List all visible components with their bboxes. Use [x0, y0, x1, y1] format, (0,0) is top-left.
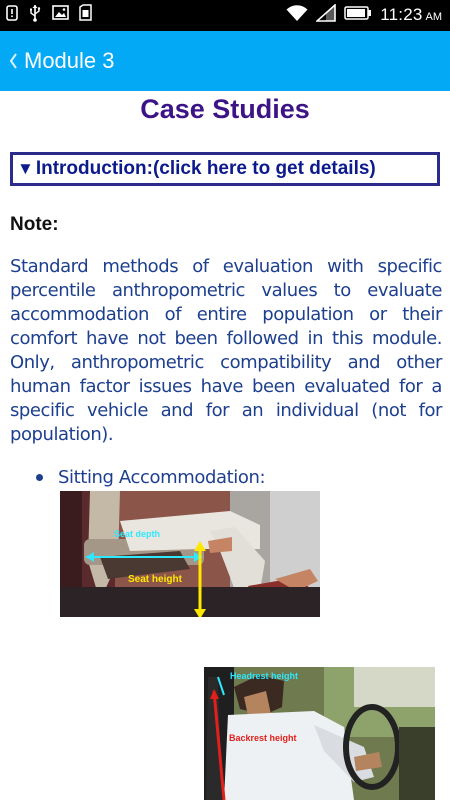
image-icon [52, 5, 69, 25]
wifi-icon [286, 4, 308, 27]
status-ampm: AM [425, 11, 442, 23]
status-bar [0, 0, 450, 31]
signal-icon [316, 4, 336, 27]
sitting-accommodation-photo [60, 491, 320, 617]
headrest-height-label: Headrest height [230, 671, 299, 681]
chevron-left-icon[interactable] [4, 48, 22, 74]
introduction-toggle[interactable] [10, 152, 440, 186]
page-title: Case Studies [140, 94, 310, 124]
status-time: 11:23 [380, 5, 423, 24]
alert-icon [6, 5, 18, 26]
car-seat-illustration [60, 491, 320, 617]
seat-depth-label: Seat depth [114, 529, 161, 539]
backrest-height-label: Backrest height [229, 733, 297, 743]
content-scroll-area[interactable] [0, 91, 450, 800]
introduction-label: Introduction:(click here to get details) [35, 158, 376, 179]
app-title: Module 3 [24, 48, 115, 73]
app-bar [0, 31, 450, 91]
bullet-label: Sitting Accommodation: [58, 467, 266, 488]
headrest-backrest-photo [204, 667, 435, 800]
battery-icon [344, 6, 372, 25]
note-heading: Note: [10, 214, 59, 235]
usb-icon [28, 4, 42, 27]
bullet-icon [36, 474, 43, 481]
seat-height-label: Seat height [128, 574, 182, 585]
list-item [36, 467, 265, 488]
note-paragraph: Standard methods of evaluation with specific percentile anthropometric values to evaluate accommodation of entire population or their comfort have not been followed in this module. Only, anthropometric compatibility and other human factor issues have been evaluated for a specific vehicle and for an individual (not for population). [10, 256, 442, 445]
sim-icon [79, 4, 92, 26]
triangle-down-icon: ▼ [17, 159, 34, 178]
